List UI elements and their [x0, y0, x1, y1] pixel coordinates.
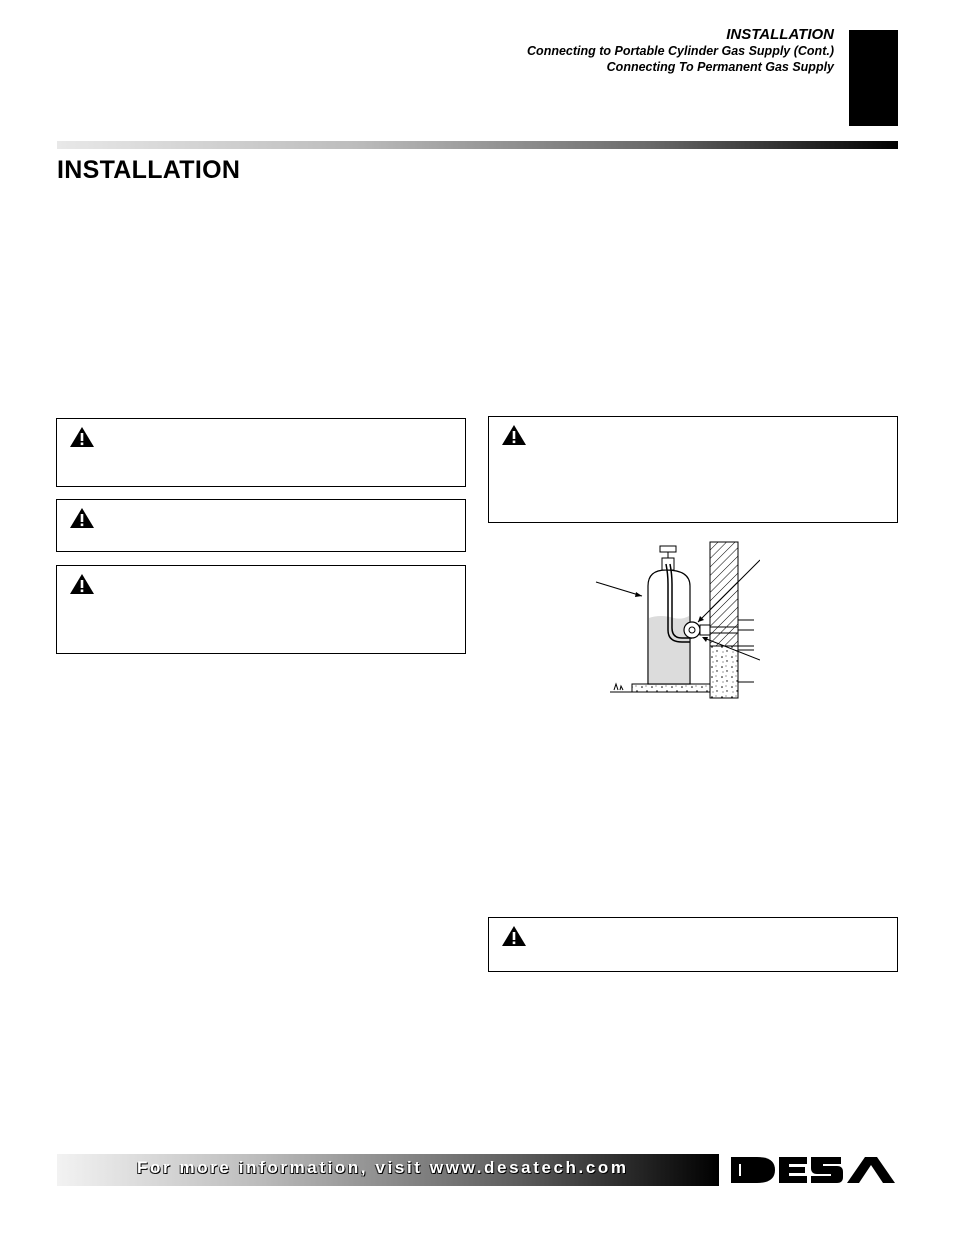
page-footer: [57, 1154, 898, 1186]
header-section: INSTALLATION: [726, 26, 834, 43]
footer-website-text[interactable]: For more information, visit www.desatech.com: [137, 1158, 629, 1177]
warning-box-5: [488, 917, 898, 972]
desa-logo: [727, 1154, 898, 1186]
page-tab: [849, 30, 898, 126]
header-subtitle-1: Connecting to Portable Cylinder Gas Supply (Cont.): [527, 44, 834, 58]
warning-triangle-icon: [69, 426, 95, 448]
warning-box-3: [56, 565, 466, 654]
warning-triangle-icon: [501, 424, 527, 446]
warning-box-4: [488, 416, 898, 523]
page-header: [527, 26, 834, 75]
warning-triangle-icon: [501, 925, 527, 947]
warning-box-2: [56, 499, 466, 552]
page-title: INSTALLATION: [57, 156, 241, 184]
warning-triangle-icon: [69, 573, 95, 595]
header-rule: [57, 141, 898, 149]
footer-bar: [57, 1154, 719, 1186]
warning-box-1: [56, 418, 466, 487]
warning-triangle-icon: [69, 507, 95, 529]
cylinder-connection-figure: [590, 534, 760, 706]
header-subtitle-2: Connecting To Permanent Gas Supply: [606, 60, 834, 74]
